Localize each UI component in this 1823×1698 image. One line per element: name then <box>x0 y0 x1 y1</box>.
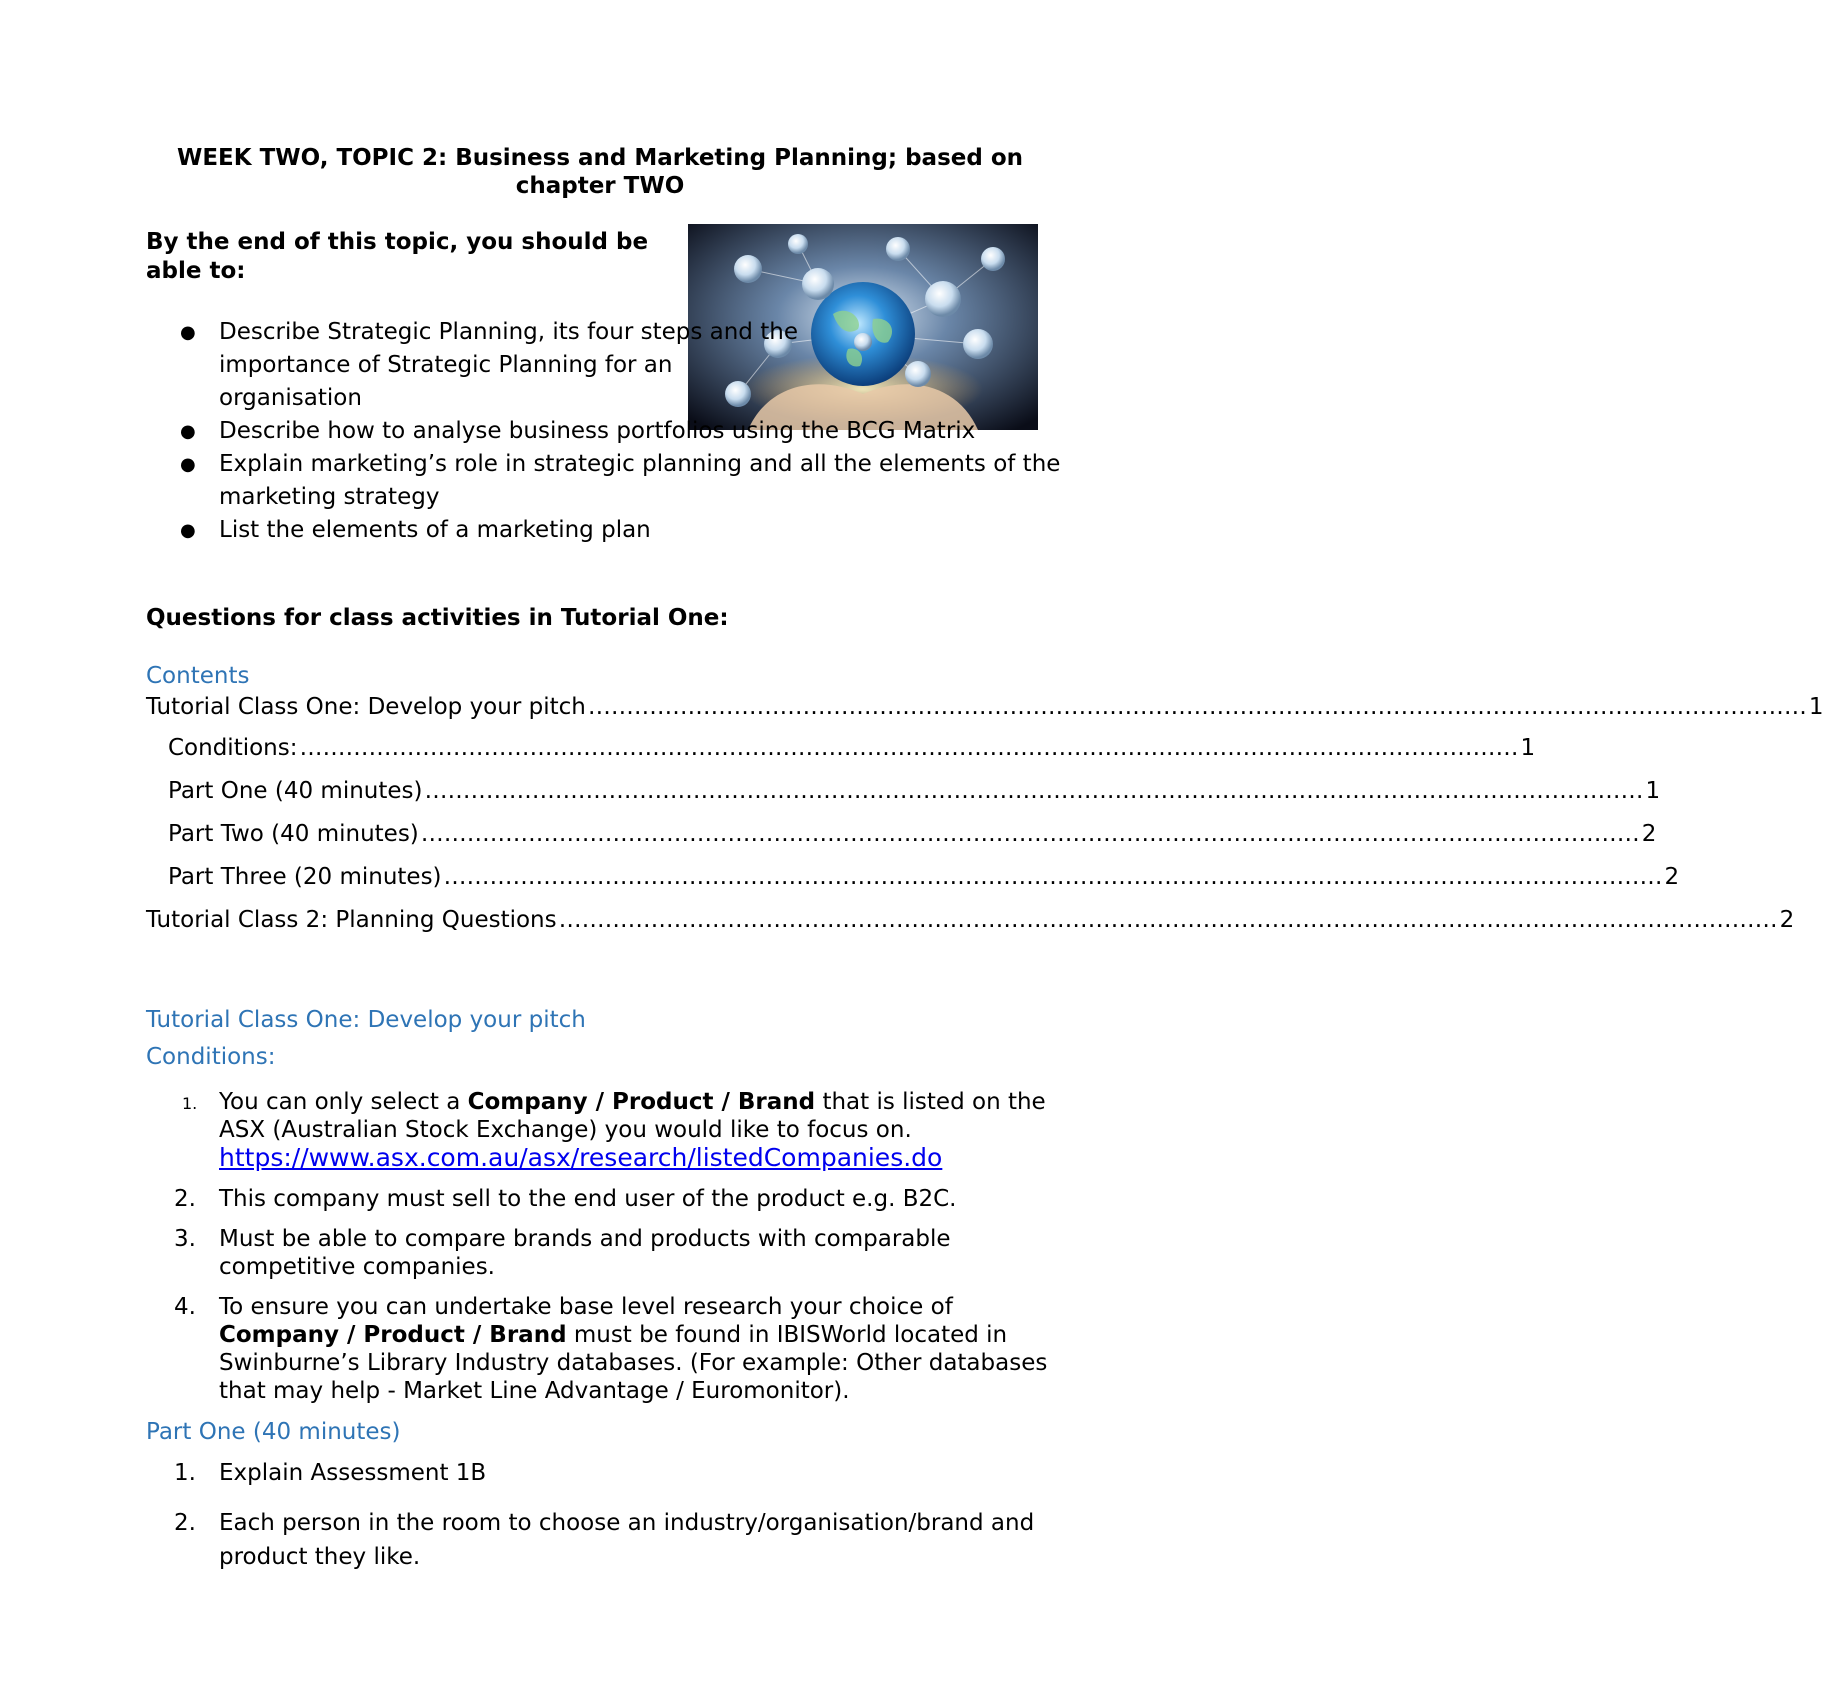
asx-listed-companies-link[interactable]: https://www.asx.com.au/asx/research/listedCompanies.do <box>219 1143 943 1172</box>
toc-heading: Contents <box>146 663 250 689</box>
bullet-icon: ● <box>180 454 196 475</box>
objective-item: ● Explain marketing’s role in strategic planning and all the elements of the marketing strategy <box>146 448 1066 514</box>
part-one-heading: Part One (40 minutes) <box>146 1419 401 1445</box>
questions-heading: Questions for class activities in Tutorial One: <box>146 605 729 631</box>
part-one-item: 1. Explain Assessment 1B <box>174 1460 487 1486</box>
condition-item: 1. You can only select a Company / Product / Brand that is listed on the ASX (Australian Stock Exchange) you would like to focus on. https://www.asx.com.au/asx/research/listedCompanies.do <box>182 1089 1046 1172</box>
condition-item: 4. To ensure you can undertake base level research your choice of Company / Product / Brand must be found in IBISWorld located in Swinburne’s Library Industry databases. (For example: Other databases that may help - Market Line Advantage / Euromonitor). <box>174 1294 1048 1404</box>
toc-entry[interactable]: Part Two (40 minutes) …………………………………………………………………………………………………………………………………………… 2 <box>168 821 1657 847</box>
objective-item: ● Describe how to analyse business portfolios using the BCG Matrix <box>146 415 1066 448</box>
toc-entry[interactable]: Tutorial Class One: Develop your pitch …………………………………………………………………………………………………………………………………………… 1 <box>146 694 1823 720</box>
toc-entry[interactable]: Part Three (20 minutes) …………………………………………………………………………………………………………………………………………… 2 <box>168 864 1680 890</box>
condition-item: 2. This company must sell to the end user of the product e.g. B2C. <box>174 1186 957 1212</box>
toc-entry[interactable]: Conditions: …………………………………………………………………………………………………………………………………………… 1 <box>168 735 1536 761</box>
objective-item: ● List the elements of a marketing plan <box>146 514 1066 547</box>
part-one-list <box>146 1456 1066 1590</box>
condition-item: 3. Must be able to compare brands and products with comparable competitive companies. <box>174 1226 951 1280</box>
bullet-icon: ● <box>180 421 196 442</box>
bullet-icon: ● <box>180 520 196 541</box>
learning-objectives-list <box>146 316 1066 547</box>
bullet-icon: ● <box>180 322 196 343</box>
toc-entry[interactable]: Part One (40 minutes) …………………………………………………………………………………………………………………………………………… 1 <box>168 778 1661 804</box>
page-title: WEEK TWO, TOPIC 2: Business and Marketing Planning; based on chapter TWO <box>176 145 1024 199</box>
conditions-heading: Conditions: <box>146 1044 276 1070</box>
section-heading: Tutorial Class One: Develop your pitch <box>146 1007 586 1033</box>
objective-item: ● Describe Strategic Planning, its four steps and the importance of Strategic Planning for an organisation <box>146 316 801 415</box>
part-one-item: 2. Each person in the room to choose an industry/organisation/brand and product they like. <box>174 1510 1035 1570</box>
conditions-list <box>146 1088 1066 1417</box>
toc-entry[interactable]: Tutorial Class 2: Planning Questions …………………………………………………………………………………………………………………………………………… 2 <box>146 907 1795 933</box>
objectives-heading: By the end of this topic, you should be able to: <box>146 229 649 284</box>
